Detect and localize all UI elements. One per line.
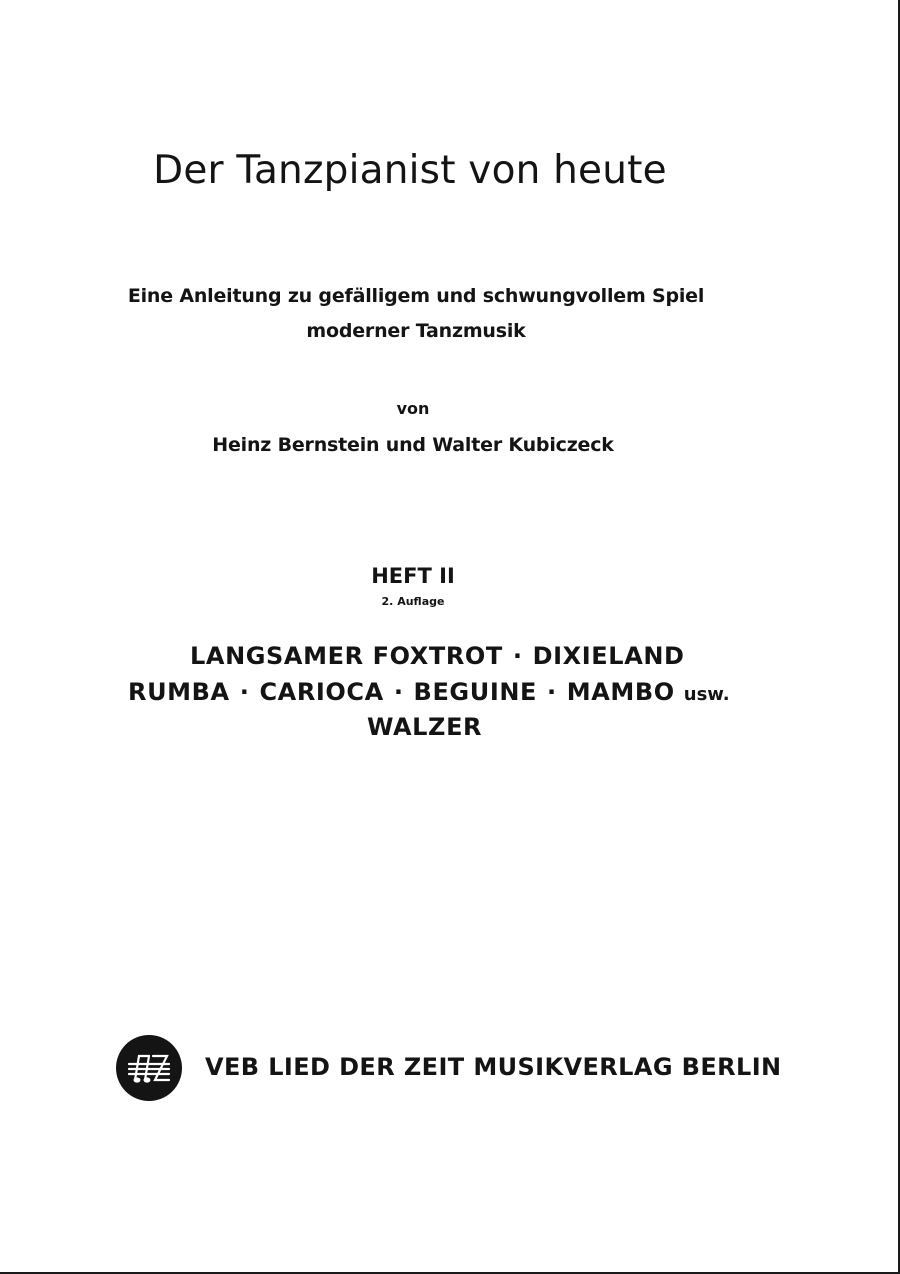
publisher-logo-icon (115, 1034, 183, 1102)
page-title: Der Tanzpianist von heute (153, 148, 667, 193)
edition-note: 2. Auflage (381, 595, 445, 608)
dance-separator: · (393, 678, 404, 706)
dance-separator: · (547, 678, 557, 706)
dance-item: CARIOCA (259, 678, 384, 706)
subtitle-line-1: Eine Anleitung zu gefälligem und schwungvollem Spiel (127, 285, 705, 307)
byline-von: von (396, 399, 430, 418)
dance-item: LANGSAMER FOXTROT (190, 642, 503, 670)
dance-item: WALZER (367, 713, 483, 741)
subtitle-line-2: moderner Tanzmusik (306, 320, 526, 342)
dance-item: RUMBA (128, 678, 230, 706)
volume-heft: HEFT II (371, 564, 455, 588)
publisher-name: VEB LIED DER ZEIT MUSIKVERLAG BERLIN (205, 1053, 782, 1081)
dance-item: BEGUINE (413, 678, 538, 706)
dance-separator: · (512, 642, 523, 670)
dance-separator: · (239, 678, 250, 706)
dance-line-3 (367, 713, 482, 741)
dance-item: MAMBO (566, 678, 675, 706)
dance-line-1 (190, 642, 685, 670)
dance-suffix: usw. (683, 684, 730, 705)
dance-item: DIXIELAND (532, 642, 685, 670)
dance-line-2 (128, 678, 730, 706)
authors: Heinz Bernstein und Walter Kubiczeck (212, 434, 614, 456)
